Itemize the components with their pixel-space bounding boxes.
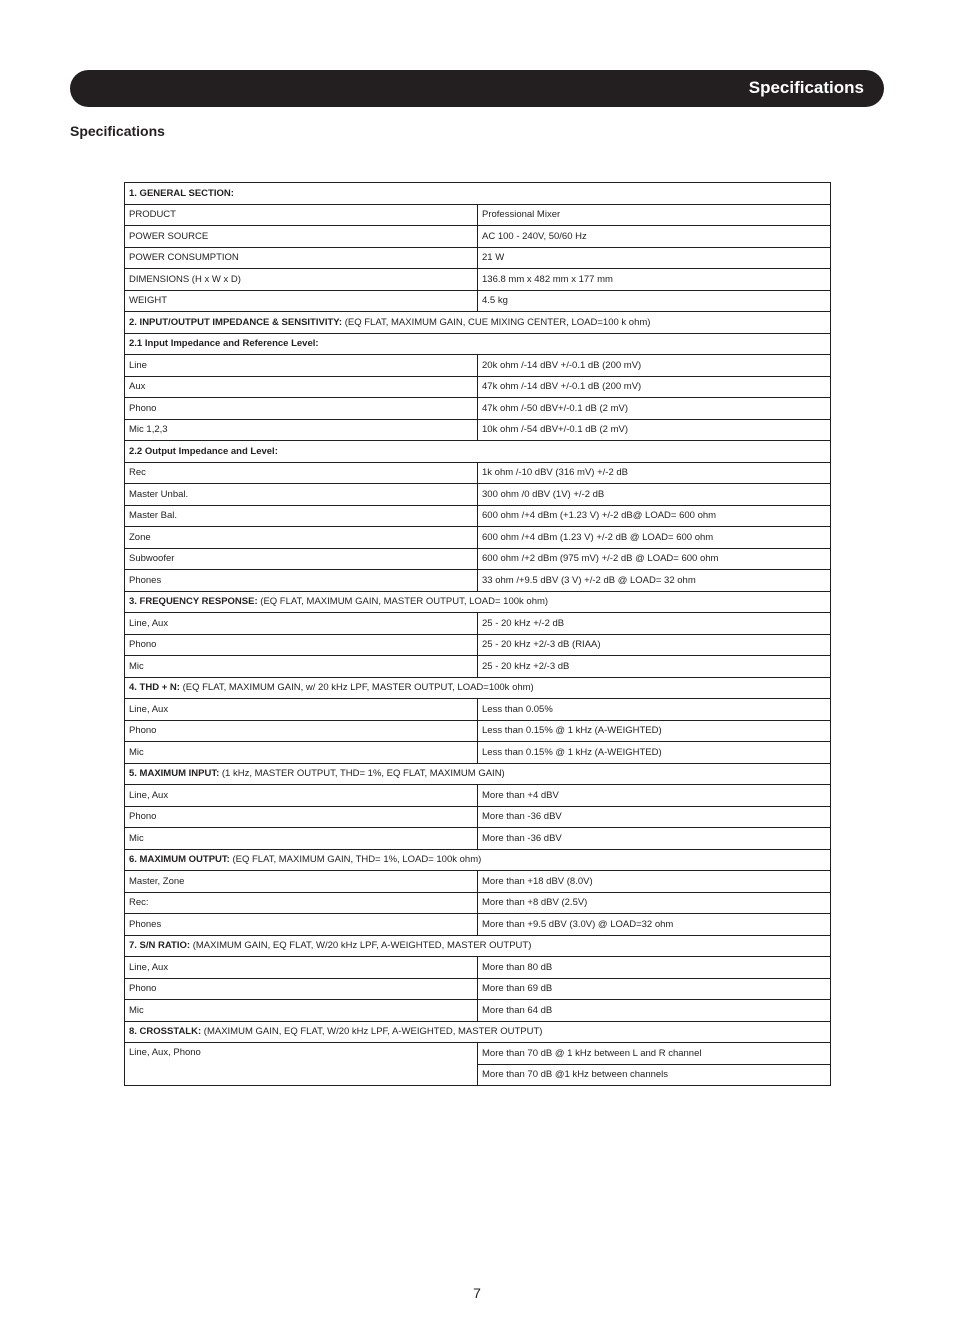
spec-row — [125, 613, 831, 635]
spec-label: Rec: — [125, 892, 478, 914]
section-heading — [125, 1021, 831, 1043]
spec-row — [125, 742, 831, 764]
spec-label: Phono — [125, 978, 478, 1000]
spec-value: Less than 0.15% @ 1 kHz (A-WEIGHTED) — [478, 720, 831, 742]
spec-row — [125, 570, 831, 592]
section-heading-bold: 1. GENERAL SECTION: — [129, 187, 234, 199]
spec-row — [125, 978, 831, 1000]
section-heading — [125, 935, 831, 957]
section-heading — [125, 763, 831, 785]
section-row — [125, 935, 831, 957]
spec-label: Mic — [125, 656, 478, 678]
section-row — [125, 312, 831, 334]
spec-value: More than +8 dBV (2.5V) — [478, 892, 831, 914]
section-heading — [125, 849, 831, 871]
spec-row — [125, 355, 831, 377]
spec-value: More than -36 dBV — [478, 806, 831, 828]
section-heading-bold: 2. INPUT/OUTPUT IMPEDANCE & SENSITIVITY: — [129, 316, 343, 328]
specifications-table-body — [125, 183, 831, 1086]
spec-row — [125, 1043, 831, 1065]
section-heading-bold: 2.1 Input Impedance and Reference Level: — [129, 338, 319, 350]
spec-value: 10k ohm /-54 dBV+/-0.1 dB (2 mV) — [478, 419, 831, 441]
spec-value: 600 ohm /+4 dBm (1.23 V) +/-2 dB @ LOAD= 600 ohm — [478, 527, 831, 549]
section-row — [125, 763, 831, 785]
spec-row — [125, 720, 831, 742]
spec-value: More than 70 dB @1 kHz between channels — [478, 1064, 831, 1086]
header-title: Specifications — [748, 78, 864, 97]
spec-label: Master Bal. — [125, 505, 478, 527]
spec-value: 47k ohm /-14 dBV +/-0.1 dB (200 mV) — [478, 376, 831, 398]
spec-row — [125, 957, 831, 979]
spec-value: Less than 0.05% — [478, 699, 831, 721]
spec-value: 21 W — [478, 247, 831, 269]
section-heading-conditions: (EQ FLAT, MAXIMUM GAIN, MASTER OUTPUT, LOAD= 100k ohm) — [257, 596, 549, 608]
spec-label: Phono — [125, 398, 478, 420]
section-heading — [125, 441, 831, 463]
specifications-table — [124, 182, 831, 1086]
spec-value: AC 100 - 240V, 50/60 Hz — [478, 226, 831, 248]
spec-row — [125, 871, 831, 893]
spec-value: More than +18 dBV (8.0V) — [478, 871, 831, 893]
section-heading-bold: 2.2 Output Impedance and Level: — [129, 445, 278, 457]
spec-row — [125, 462, 831, 484]
spec-label: Aux — [125, 376, 478, 398]
spec-value: 600 ohm /+2 dBm (975 mV) +/-2 dB @ LOAD= 600 ohm — [478, 548, 831, 570]
section-heading-bold: 3. FREQUENCY RESPONSE: — [129, 596, 258, 608]
spec-value: More than 64 dB — [478, 1000, 831, 1022]
spec-value: More than 69 dB — [478, 978, 831, 1000]
spec-row — [125, 484, 831, 506]
spec-row — [125, 699, 831, 721]
spec-label: PRODUCT — [125, 204, 478, 226]
section-heading-conditions: (EQ FLAT, MAXIMUM GAIN, THD= 1%, LOAD= 100k ohm) — [229, 854, 482, 866]
spec-label: Master Unbal. — [125, 484, 478, 506]
spec-label: Line, Aux, Phono — [125, 1043, 478, 1086]
spec-label: Phones — [125, 570, 478, 592]
section-heading — [125, 333, 831, 355]
section-row — [125, 333, 831, 355]
spec-label: Mic 1,2,3 — [125, 419, 478, 441]
spec-row — [125, 204, 831, 226]
section-heading-conditions: (1 kHz, MASTER OUTPUT, THD= 1%, EQ FLAT, MAXIMUM GAIN) — [219, 768, 505, 780]
spec-label: Rec — [125, 462, 478, 484]
spec-label: Line, Aux — [125, 785, 478, 807]
spec-label: Zone — [125, 527, 478, 549]
spec-value: Less than 0.15% @ 1 kHz (A-WEIGHTED) — [478, 742, 831, 764]
spec-row — [125, 247, 831, 269]
spec-value: 300 ohm /0 dBV (1V) +/-2 dB — [478, 484, 831, 506]
spec-label: Subwoofer — [125, 548, 478, 570]
spec-label: Phones — [125, 914, 478, 936]
spec-label: Mic — [125, 828, 478, 850]
spec-label: POWER SOURCE — [125, 226, 478, 248]
page-number: 7 — [473, 1285, 481, 1301]
spec-label: POWER CONSUMPTION — [125, 247, 478, 269]
spec-value: 20k ohm /-14 dBV +/-0.1 dB (200 mV) — [478, 355, 831, 377]
spec-row — [125, 290, 831, 312]
spec-label: Mic — [125, 1000, 478, 1022]
spec-row — [125, 398, 831, 420]
section-row — [125, 849, 831, 871]
section-row — [125, 1021, 831, 1043]
spec-label: Phono — [125, 806, 478, 828]
spec-label: DIMENSIONS (H x W x D) — [125, 269, 478, 291]
spec-value: More than +4 dBV — [478, 785, 831, 807]
spec-label: Line, Aux — [125, 613, 478, 635]
spec-row — [125, 828, 831, 850]
section-row — [125, 677, 831, 699]
section-heading — [125, 677, 831, 699]
spec-row — [125, 785, 831, 807]
section-row — [125, 441, 831, 463]
spec-row — [125, 892, 831, 914]
spec-row — [125, 419, 831, 441]
section-heading — [125, 183, 831, 205]
spec-label: Line, Aux — [125, 699, 478, 721]
spec-row — [125, 806, 831, 828]
spec-row — [125, 269, 831, 291]
spec-row — [125, 914, 831, 936]
spec-row — [125, 505, 831, 527]
spec-label: Line — [125, 355, 478, 377]
section-heading-conditions: (MAXIMUM GAIN, EQ FLAT, W/20 kHz LPF, A-WEIGHTED, MASTER OUTPUT) — [201, 1026, 543, 1038]
spec-value: 4.5 kg — [478, 290, 831, 312]
spec-label: Line, Aux — [125, 957, 478, 979]
spec-row — [125, 634, 831, 656]
spec-value: 33 ohm /+9.5 dBV (3 V) +/-2 dB @ LOAD= 32 ohm — [478, 570, 831, 592]
spec-value: More than 70 dB @ 1 kHz between L and R channel — [478, 1043, 831, 1065]
spec-value: 1k ohm /-10 dBV (316 mV) +/-2 dB — [478, 462, 831, 484]
section-heading-bold: 6. MAXIMUM OUTPUT: — [129, 854, 230, 866]
section-heading-bold: 8. CROSSTALK: — [129, 1026, 202, 1038]
spec-label: Phono — [125, 634, 478, 656]
spec-value: 25 - 20 kHz +/-2 dB — [478, 613, 831, 635]
section-heading-conditions: (EQ FLAT, MAXIMUM GAIN, w/ 20 kHz LPF, MASTER OUTPUT, LOAD=100k ohm) — [179, 682, 534, 694]
spec-value: More than 80 dB — [478, 957, 831, 979]
spec-label: Mic — [125, 742, 478, 764]
spec-row — [125, 376, 831, 398]
section-row — [125, 591, 831, 613]
section-heading — [125, 312, 831, 334]
spec-row — [125, 1000, 831, 1022]
spec-value: 25 - 20 kHz +2/-3 dB (RIAA) — [478, 634, 831, 656]
section-heading — [125, 591, 831, 613]
spec-value: 136.8 mm x 482 mm x 177 mm — [478, 269, 831, 291]
spec-value: 47k ohm /-50 dBV+/-0.1 dB (2 mV) — [478, 398, 831, 420]
spec-label: Phono — [125, 720, 478, 742]
section-row — [125, 183, 831, 205]
spec-value: More than -36 dBV — [478, 828, 831, 850]
spec-row — [125, 527, 831, 549]
spec-row — [125, 656, 831, 678]
section-title: Specifications — [70, 123, 165, 139]
section-heading-conditions: (MAXIMUM GAIN, EQ FLAT, W/20 kHz LPF, A-WEIGHTED, MASTER OUTPUT) — [190, 940, 532, 952]
header-bar — [70, 70, 884, 107]
spec-row — [125, 548, 831, 570]
spec-row — [125, 226, 831, 248]
spec-value: More than +9.5 dBV (3.0V) @ LOAD=32 ohm — [478, 914, 831, 936]
spec-label: WEIGHT — [125, 290, 478, 312]
spec-label: Master, Zone — [125, 871, 478, 893]
section-heading-conditions: (EQ FLAT, MAXIMUM GAIN, CUE MIXING CENTER, LOAD=100 k ohm) — [342, 316, 651, 328]
section-heading-bold: 4. THD + N: — [129, 682, 180, 694]
section-heading-bold: 5. MAXIMUM INPUT: — [129, 768, 220, 780]
spec-value: 25 - 20 kHz +2/-3 dB — [478, 656, 831, 678]
spec-value: Professional Mixer — [478, 204, 831, 226]
section-heading-bold: 7. S/N RATIO: — [129, 940, 191, 952]
spec-value: 600 ohm /+4 dBm (+1.23 V) +/-2 dB@ LOAD= 600 ohm — [478, 505, 831, 527]
